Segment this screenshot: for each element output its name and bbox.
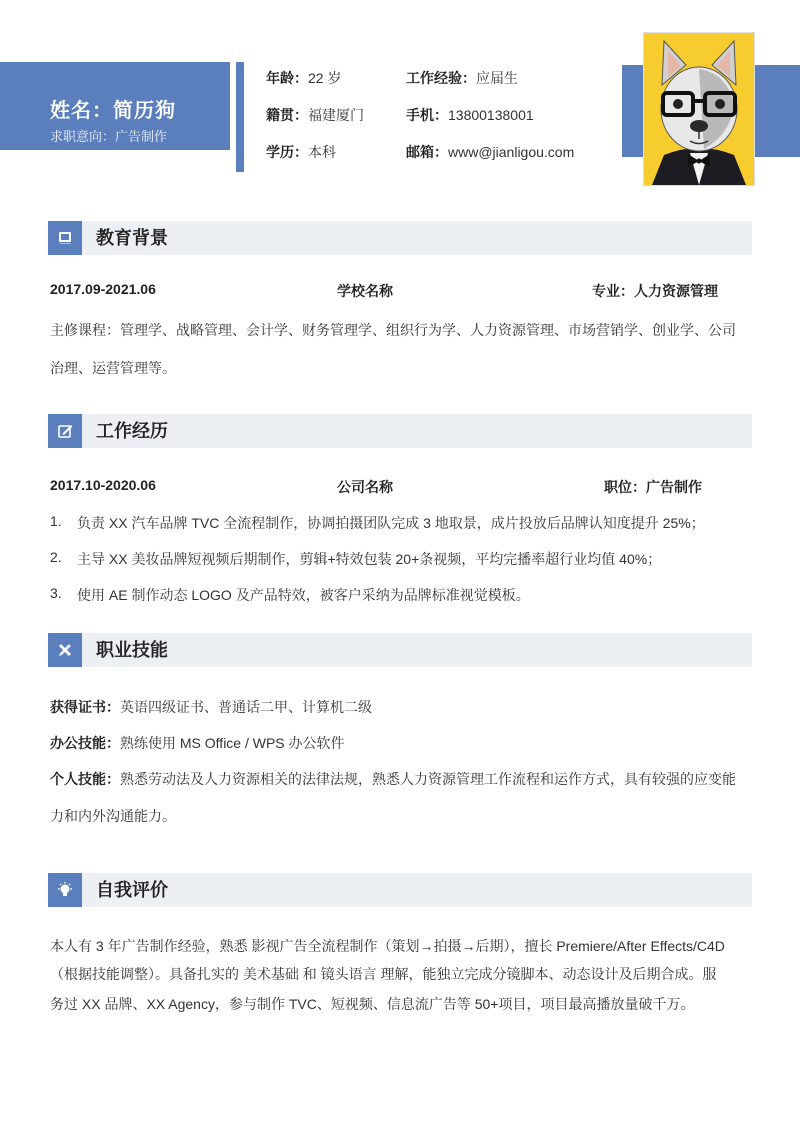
- edit-icon: [56, 422, 74, 440]
- profile-photo: [644, 33, 754, 185]
- company-name: 公司名称: [337, 479, 393, 495]
- age-label: 年龄：: [266, 70, 308, 86]
- education-level-field: [266, 142, 336, 162]
- evaluation-section-title: 自我评价: [96, 880, 168, 900]
- evaluation-icon-box: [48, 873, 82, 907]
- name-value: 简历狗: [113, 100, 176, 122]
- personal-skills-line-1: [50, 769, 736, 789]
- education-period: 2017.09-2021.06: [50, 281, 156, 297]
- work-section-title: 工作经历: [96, 421, 168, 441]
- education-icon-box: [48, 221, 82, 255]
- education-section-title: 教育背景: [96, 228, 168, 248]
- job-intent-line: [50, 126, 167, 145]
- experience-field: [406, 68, 518, 88]
- job-intent-label: 求职意向：: [50, 129, 116, 144]
- phone-label: 手机：: [406, 107, 448, 123]
- evaluation-line-2: （根据技能调整）。具备扎实的 美术基础 和 镜头语言 理解，能独立完成分镜脚本、动态设计及后期合成。服: [50, 966, 717, 982]
- skills-icon-box: [48, 633, 82, 667]
- certificates-line: [50, 697, 372, 717]
- lightbulb-icon: [56, 881, 74, 899]
- work-item-text: 负责 XX 汽车品牌 TVC 全流程制作，协调拍摄团队完成 3 地取景，成片投放后品牌认知度提升 25%；: [77, 515, 705, 531]
- dog-portrait-icon: [644, 33, 754, 185]
- office-skills-label: 办公技能：: [50, 735, 120, 751]
- work-item: [50, 585, 530, 603]
- work-item-number: 2.: [50, 549, 62, 565]
- tools-icon: [56, 641, 74, 659]
- office-skills-value: 熟练使用 MS Office / WPS 办公软件: [120, 735, 345, 751]
- phone-value: 13800138001: [448, 107, 534, 123]
- work-item-text: 使用 AE 制作动态 LOGO 及产品特效，被客户采纳为品牌标准视觉模板。: [77, 587, 530, 603]
- email-field: [406, 142, 574, 162]
- name-label: 姓名：: [50, 100, 113, 122]
- certificates-label: 获得证书：: [50, 699, 120, 715]
- courses-line-2: 治理、运营管理等。: [50, 360, 176, 376]
- personal-skills-value: 熟悉劳动法及人力资源相关的法律法规，熟悉人力资源管理工作流程和运作方式，具有较强的应变能: [120, 771, 736, 787]
- email-label: 邮箱：: [406, 144, 448, 160]
- age-value: 22 岁: [308, 70, 342, 86]
- major: 专业：人力资源管理: [592, 283, 718, 299]
- work-item: [50, 513, 705, 531]
- experience-value: 应届生: [476, 70, 518, 86]
- phone-field: [406, 105, 534, 125]
- courses-line-1: 主修课程：管理学、战略管理、会计学、财务管理学、组织行为学、人力资源管理、市场营销学、创业学、公司: [50, 322, 736, 338]
- origin-label: 籍贯：: [266, 107, 308, 123]
- work-period: 2017.10-2020.06: [50, 477, 156, 493]
- skills-section-title: 职业技能: [96, 640, 168, 660]
- school-name: 学校名称: [337, 283, 393, 299]
- origin-field: [266, 105, 364, 125]
- position: 职位：广告制作: [604, 479, 702, 495]
- office-skills-line: [50, 733, 345, 753]
- email-value: www@jianligou.com: [448, 144, 575, 160]
- education-level-label: 学历：: [266, 144, 308, 160]
- age-field: [266, 68, 341, 88]
- work-item-number: 1.: [50, 513, 62, 529]
- header-divider-bar: [236, 62, 244, 172]
- personal-skills-label: 个人技能：: [50, 771, 120, 787]
- name-line: [50, 94, 176, 123]
- personal-skills-line-2: 力和内外沟通能力。: [50, 808, 176, 824]
- work-item-text: 主导 XX 美妆品牌短视频后期制作，剪辑+特效包装 20+条视频，平均完播率超行业均值 40%；: [77, 551, 662, 567]
- work-item: [50, 549, 662, 567]
- origin-value: 福建厦门: [308, 107, 364, 123]
- work-icon-box: [48, 414, 82, 448]
- certificates-value: 英语四级证书、普通话二甲、计算机二级: [120, 699, 372, 715]
- evaluation-line-1: 本人有 3 年广告制作经验，熟悉 影视广告全流程制作（策划→拍摄→后期），擅长 Premiere/After Effects/C4D: [50, 938, 725, 954]
- evaluation-line-3: 务过 XX 品牌、XX Agency，参与制作 TVC、短视频、信息流广告等 50+项目，项目最高播放量破千万。: [50, 996, 695, 1012]
- job-intent-value: 广告制作: [115, 129, 168, 144]
- experience-label: 工作经验：: [406, 70, 476, 86]
- education-level-value: 本科: [308, 144, 336, 160]
- book-icon: [56, 229, 74, 247]
- work-item-number: 3.: [50, 585, 62, 601]
